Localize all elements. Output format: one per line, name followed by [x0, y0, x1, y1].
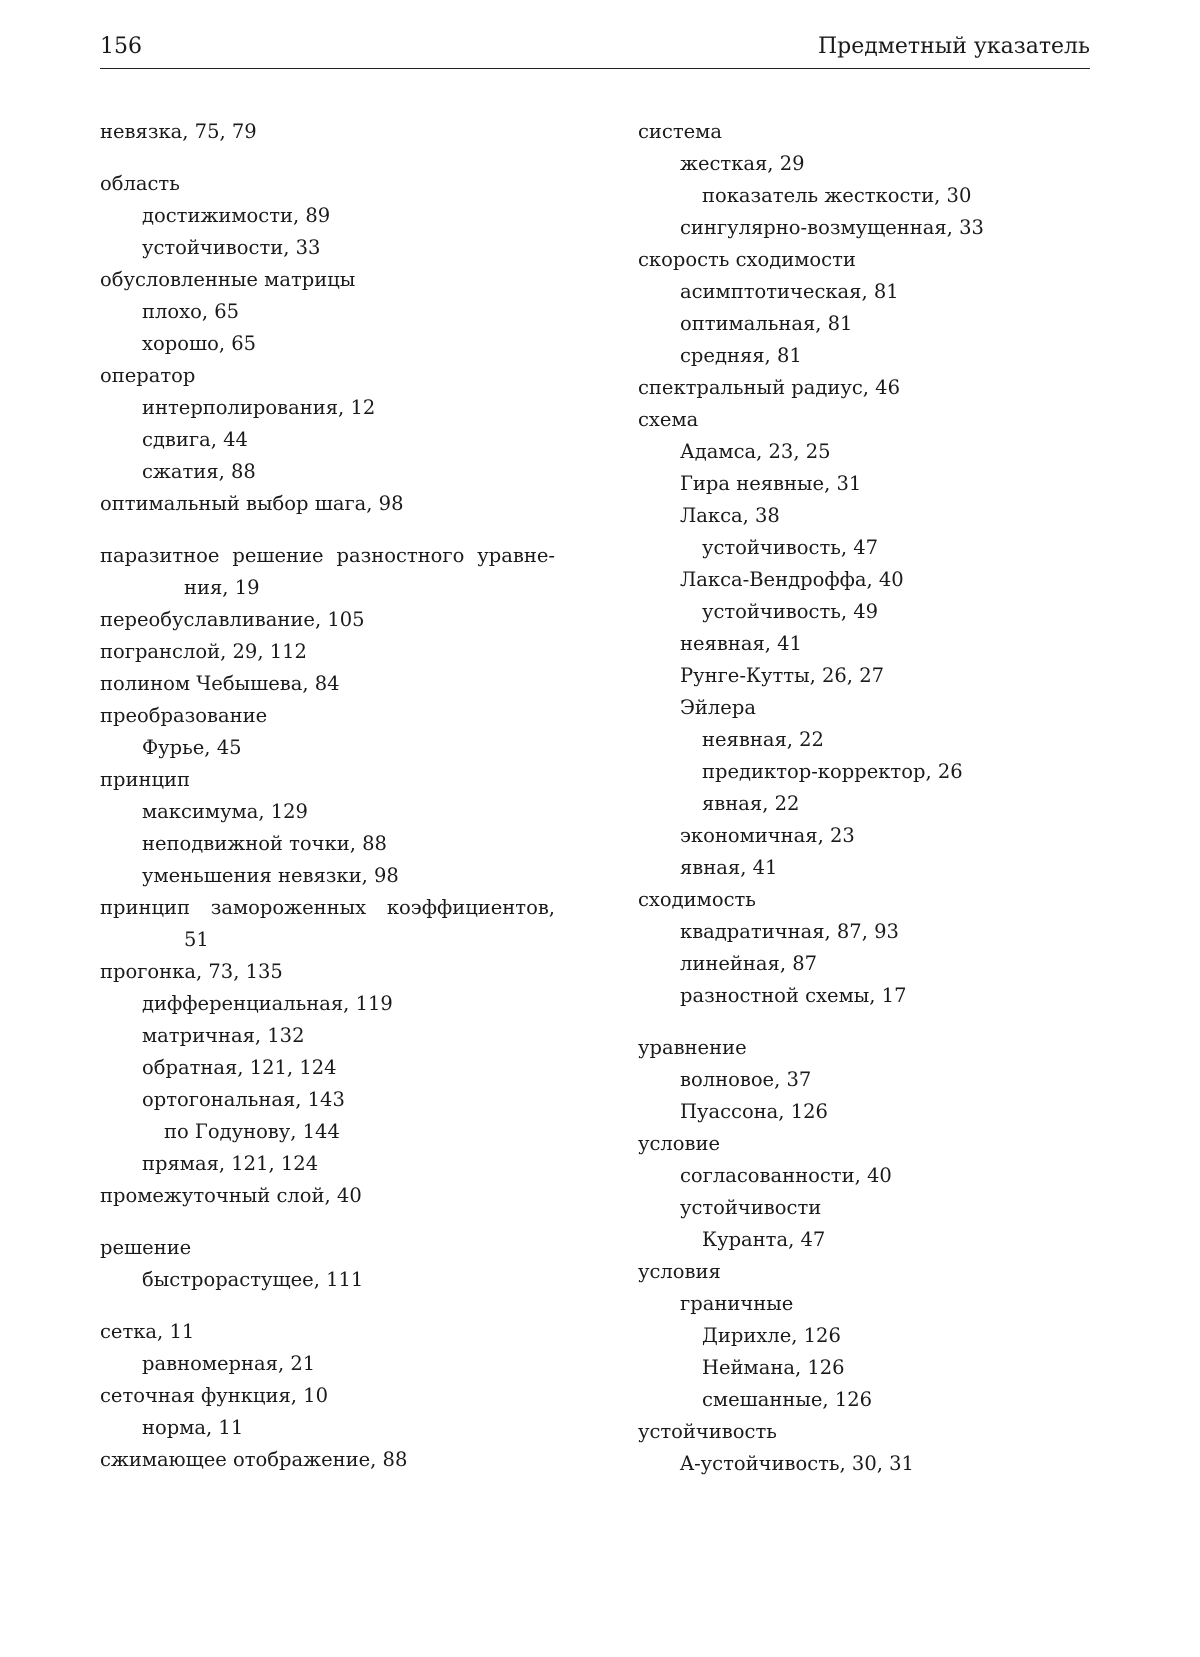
index-subentry: Адамса, 23, 25 — [680, 440, 831, 463]
index-subentry: матричная, 132 — [142, 1024, 305, 1047]
index-subentry: Фурье, 45 — [142, 736, 242, 759]
index-subentry: уменьшения невязки, 98 — [142, 864, 399, 887]
index-subentry: обратная, 121, 124 — [142, 1056, 337, 1079]
index-entry: невязка, 75, 79 — [100, 120, 257, 143]
index-entry: схема — [638, 408, 699, 431]
index-subsubentry: предиктор-корректор, 26 — [702, 760, 963, 783]
index-subentry: средняя, 81 — [680, 344, 802, 367]
index-subentry: согласованности, 40 — [680, 1164, 892, 1187]
index-subentry: быстрорастущее, 111 — [142, 1268, 364, 1291]
index-entry: оптимальный выбор шага, 98 — [100, 492, 404, 515]
header-rule — [100, 68, 1090, 69]
index-subentry: сдвига, 44 — [142, 428, 248, 451]
index-subentry: оптимальная, 81 — [680, 312, 853, 335]
index-subentry: сжатия, 88 — [142, 460, 256, 483]
index-subentry: неподвижной точки, 88 — [142, 832, 387, 855]
index-entry: полином Чебышева, 84 — [100, 672, 340, 695]
page-header — [100, 34, 1090, 68]
index-subentry: Гира неявные, 31 — [680, 472, 862, 495]
index-entry: промежуточный слой, 40 — [100, 1184, 362, 1207]
index-subsubentry: по Годунову, 144 — [164, 1120, 340, 1143]
index-subentry: сингулярно-возмущенная, 33 — [680, 216, 984, 239]
index-entry: спектральный радиус, 46 — [638, 376, 900, 399]
index-subsubentry: Дирихле, 126 — [702, 1324, 841, 1347]
index-subsubentry: устойчивость, 49 — [702, 600, 879, 623]
page-number: 156 — [100, 34, 142, 59]
index-subentry: жесткая, 29 — [680, 152, 805, 175]
index-subentry: Лакса-Вендроффа, 40 — [680, 568, 904, 591]
index-entry: принцип замороженных коэффициентов, — [100, 896, 555, 919]
index-entry: оператор — [100, 364, 196, 387]
index-subentry: граничные — [680, 1292, 794, 1315]
index-subentry: экономичная, 23 — [680, 824, 855, 847]
index-entry: решение — [100, 1236, 192, 1259]
index-subsubentry: явная, 22 — [702, 792, 800, 815]
index-subentry: неявная, 41 — [680, 632, 802, 655]
index-entry: принцип — [100, 768, 191, 791]
index-subentry: линейная, 87 — [680, 952, 818, 975]
index-entry: переобуславливание, 105 — [100, 608, 365, 631]
index-subentry: хорошо, 65 — [142, 332, 257, 355]
index-subsubentry: смешанные, 126 — [702, 1388, 873, 1411]
page-title: Предметный указатель — [817, 34, 1090, 59]
index-left-column — [100, 116, 555, 1476]
index-subentry: интерполирования, 12 — [142, 396, 376, 419]
index-subentry: Пуассона, 126 — [680, 1100, 828, 1123]
index-subsubentry: Куранта, 47 — [702, 1228, 826, 1251]
index-entry: сходимость — [638, 888, 756, 911]
index-entry: скорость сходимости — [638, 248, 856, 271]
index-subentry: устойчивости — [680, 1196, 822, 1219]
index-entry: сеточная функция, 10 — [100, 1384, 328, 1407]
index-subentry: Эйлера — [680, 696, 756, 719]
index-subentry: асимптотическая, 81 — [680, 280, 899, 303]
index-subentry: Рунге-Кутты, 26, 27 — [680, 664, 885, 687]
index-subentry: плохо, 65 — [142, 300, 240, 323]
index-entry: система — [638, 120, 722, 143]
index-subentry: квадратичная, 87, 93 — [680, 920, 899, 943]
index-subentry: равномерная, 21 — [142, 1352, 316, 1375]
index-subentry: волновое, 37 — [680, 1068, 812, 1091]
index-entry: условия — [638, 1260, 721, 1283]
index-subentry: дифференциальная, 119 — [142, 992, 393, 1015]
index-entry: паразитное решение разностного уравне- — [100, 544, 555, 567]
index-subentry: A-устойчивость, 30, 31 — [680, 1452, 914, 1475]
index-entry: область — [100, 172, 180, 195]
index-subsubentry: показатель жесткости, 30 — [702, 184, 972, 207]
index-entry: прогонка, 73, 135 — [100, 960, 283, 983]
index-subentry: Лакса, 38 — [680, 504, 780, 527]
index-subsubentry: неявная, 22 — [702, 728, 824, 751]
index-entry: сжимающее отображение, 88 — [100, 1448, 408, 1471]
index-subentry: явная, 41 — [680, 856, 778, 879]
index-entry: преобразование — [100, 704, 268, 727]
index-entry: уравнение — [638, 1036, 747, 1059]
index-subentry: максимума, 129 — [142, 800, 308, 823]
index-right-column — [638, 116, 1093, 1480]
index-subentry: устойчивости, 33 — [142, 236, 321, 259]
index-entry: погранслой, 29, 112 — [100, 640, 307, 663]
index-subentry: ортогональная, 143 — [142, 1088, 345, 1111]
index-entry: устойчивость — [638, 1420, 777, 1443]
index-subsubentry: устойчивость, 47 — [702, 536, 879, 559]
index-subsubentry: Неймана, 126 — [702, 1356, 845, 1379]
index-subentry: прямая, 121, 124 — [142, 1152, 319, 1175]
index-entry: сетка, 11 — [100, 1320, 195, 1343]
index-entry: условие — [638, 1132, 721, 1155]
index-subentry: разностной схемы, 17 — [680, 984, 907, 1007]
index-entry-continuation: 51 — [184, 928, 209, 951]
index-subentry: достижимости, 89 — [142, 204, 331, 227]
index-entry-continuation: ния, 19 — [184, 576, 260, 599]
index-entry: обусловленные матрицы — [100, 268, 356, 291]
index-subentry: норма, 11 — [142, 1416, 244, 1439]
